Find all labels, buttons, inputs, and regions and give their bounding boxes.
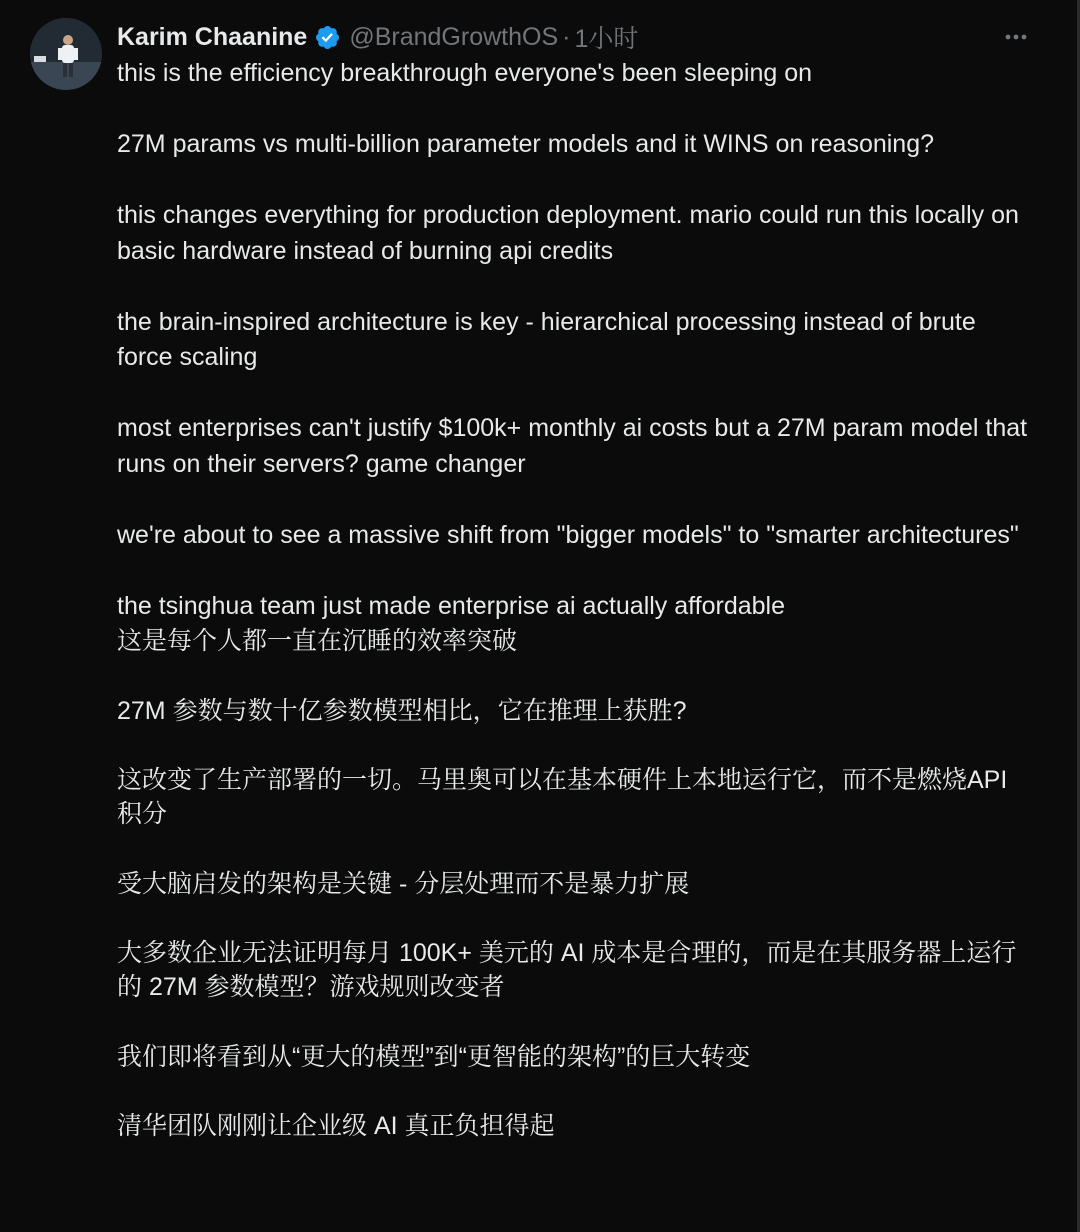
author-handle[interactable]: @BrandGrowthOS	[349, 22, 559, 51]
translated-paragraph: 我们即将看到从“更大的模型”到“更智能的架构”的巨大转变	[117, 1042, 751, 1071]
translated-paragraph: 受大脑启发的架构是关键 - 分层处理而不是暴力扩展	[117, 869, 690, 898]
tweet-paragraph: 27M params vs multi-billion parameter models and it WINS on reasoning?	[117, 130, 935, 158]
tweet-paragraph: most enterprises can't justify $100k+ monthly ai costs but a 27M param model that runs on their servers? game changer	[117, 414, 1035, 478]
tweet-paragraph: the brain-inspired architecture is key - hierarchical processing instead of brute force scaling	[117, 307, 983, 371]
timestamp[interactable]: 1小时	[574, 25, 639, 53]
author-name[interactable]: Karim Chaanine	[117, 22, 308, 51]
translated-text	[117, 624, 1032, 1143]
tweet-paragraph: the tsinghua team just made enterprise ai actually affordable	[117, 591, 785, 620]
more-options-icon[interactable]	[1001, 22, 1031, 52]
separator-dot: ·	[562, 22, 571, 51]
translated-paragraph: 大多数企业无法证明每月 100K+ 美元的 AI 成本是合理的，而是在其服务器上运行的 27M 参数模型？游戏规则改变者	[117, 939, 1017, 1001]
translated-paragraph: 这是每个人都一直在沉睡的效率突破	[117, 627, 518, 655]
tweet-header	[117, 19, 638, 55]
translated-paragraph: 27M 参数与数十亿参数模型相比，它在推理上获胜?	[117, 696, 687, 725]
tweet-body	[117, 56, 1035, 1179]
avatar[interactable]	[30, 18, 102, 90]
tweet-paragraph: this is the efficiency breakthrough everyone's been sleeping on	[117, 59, 813, 87]
translated-paragraph: 这改变了生产部署的一切。马里奥可以在基本硬件上本地运行它，而不是燃烧API 积分	[117, 766, 1015, 828]
avatar-image	[30, 18, 102, 90]
translated-paragraph: 清华团队刚刚让企业级 AI 真正负担得起	[117, 1112, 555, 1140]
verified-badge-icon	[314, 24, 341, 51]
tweet-paragraph: this changes everything for production deployment. mario could run this locally on basic hardware instead of burning api credits	[117, 201, 1026, 265]
english-text	[117, 56, 1035, 624]
tweet-paragraph: we're about to see a massive shift from "bigger models" to "smarter architectures"	[117, 520, 1019, 549]
